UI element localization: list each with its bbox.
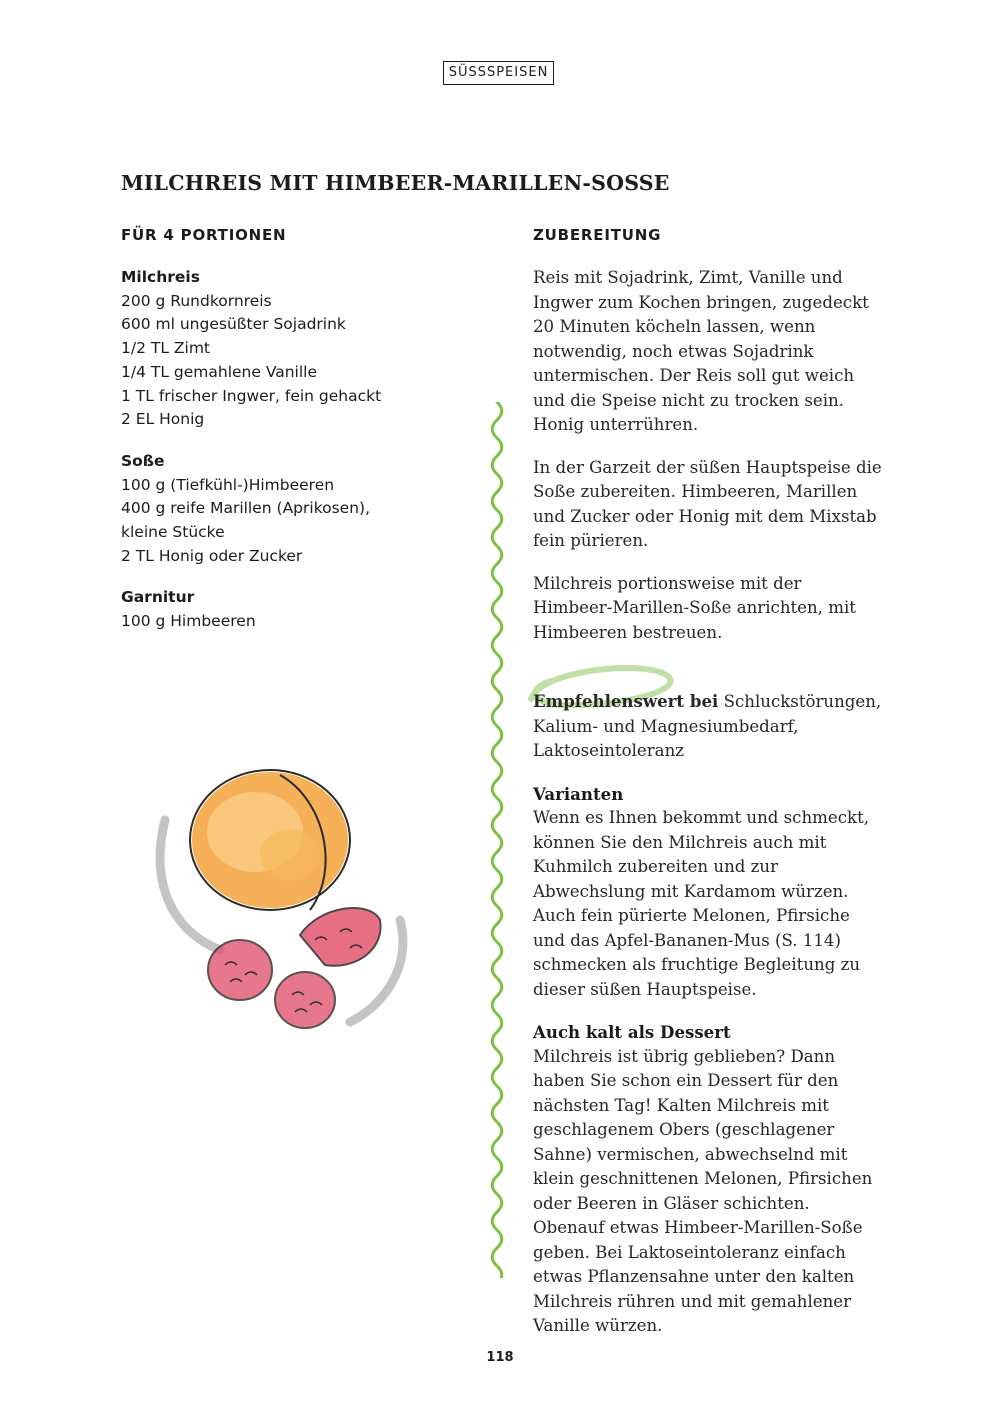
ingredient-group-title: Soße (121, 451, 165, 470)
fruit-bowl-illustration (150, 760, 420, 1060)
ingredient-item: 600 ml ungesüßter Sojadrink (121, 315, 346, 334)
ingredient-group-milchreis (121, 266, 481, 432)
preparation-paragraph: Reis mit Sojadrink, Zimt, Vanille und Ingwer zum Kochen bringen, zugedeckt 20 Minuten köcheln lassen, wenn notwendig, noch etwas Sojadrink untermischen. Der Reis soll gut weich und die Speise nicht zu trocken sein. Honig unterrühren. (533, 268, 869, 434)
recommendation-label: Empfehlenswert bei (533, 691, 719, 711)
variants-title: Varianten (533, 783, 624, 804)
ingredient-item: 100 g (Tiefkühl-)Himbeeren (121, 475, 335, 494)
recipe-title: MILCHREIS MIT HIMBEER-MARILLEN-SOSSE (121, 171, 670, 195)
ingredient-item: 100 g Himbeeren (121, 612, 256, 631)
ingredient-group-title: Garnitur (121, 588, 195, 607)
ingredient-item: 1/4 TL gemahlene Vanille (121, 362, 318, 381)
preparation-paragraph: In der Garzeit der süßen Hauptspeise die Soße zubereiten. Himbeeren, Marillen und Zucker oder Honig mit dem Mixstab fein pürieren. (533, 457, 882, 550)
ingredient-group-sosse (121, 450, 481, 569)
ingredient-group-garnitur (121, 586, 481, 633)
ingredients-list (121, 266, 481, 652)
dessert-text: Milchreis ist übrig geblieben? Dann haben Sie schon ein Dessert für den nächsten Tag! Kalten Milchreis mit geschlagenem Obers (geschlagener Sahne) vermischen, abwechselnd mit klein geschnittenen Melonen, Pfirsichen oder Beeren in Gläser schichten. Obenauf etwas Himbeer-Marillen-Soße geben. Bei Laktoseintoleranz einfach etwas Pflanzensahne unter den kalten Milchreis rühren und mit gemahlener Vanille würzen. (533, 1046, 873, 1335)
recommendation-text: Schluckstörungen, Kalium- und Magnesiumbedarf, Laktoseintoleranz (533, 692, 882, 760)
ingredients-heading: FÜR 4 PORTIONEN (121, 226, 287, 244)
page-number: 118 (486, 1350, 514, 1365)
ingredient-item: kleine Stücke (121, 523, 225, 542)
preparation-paragraph: Milchreis portionsweise mit der Himbeer-Marillen-Soße anrichten, mit Himbeeren bestreuen. (533, 573, 856, 642)
ingredient-item: 200 g Rundkornreis (121, 291, 272, 310)
ingredient-item: 400 g reife Marillen (Aprikosen), (121, 499, 371, 518)
ingredient-item: 2 EL Honig (121, 410, 205, 429)
preparation-heading: ZUBEREITUNG (533, 226, 662, 244)
ingredient-item: 1 TL frischer Ingwer, fein gehackt (121, 386, 382, 405)
ingredient-item: 2 TL Honig oder Zucker (121, 546, 303, 565)
section-tag: SÜSSSPEISEN (443, 61, 554, 85)
dessert-title: Auch kalt als Dessert (533, 1022, 731, 1042)
decorative-wavy-line (482, 402, 512, 1278)
recommendation-note (533, 689, 883, 764)
variants-text: Wenn es Ihnen bekommt und schmeckt, können Sie den Milchreis auch mit Kuhmilch zubereiten und zur Abwechslung mit Kardamom würzen. Auch fein pürierte Melonen, Pfirsiche und das Apfel-Bananen-Mus (S. 114) schmecken als fruchtige Begleitung zu dieser süßen Hauptspeise. (533, 808, 870, 999)
ingredient-group-title: Milchreis (121, 268, 200, 286)
preparation-text (533, 266, 883, 1357)
ingredient-item: 1/2 TL Zimt (121, 339, 211, 358)
